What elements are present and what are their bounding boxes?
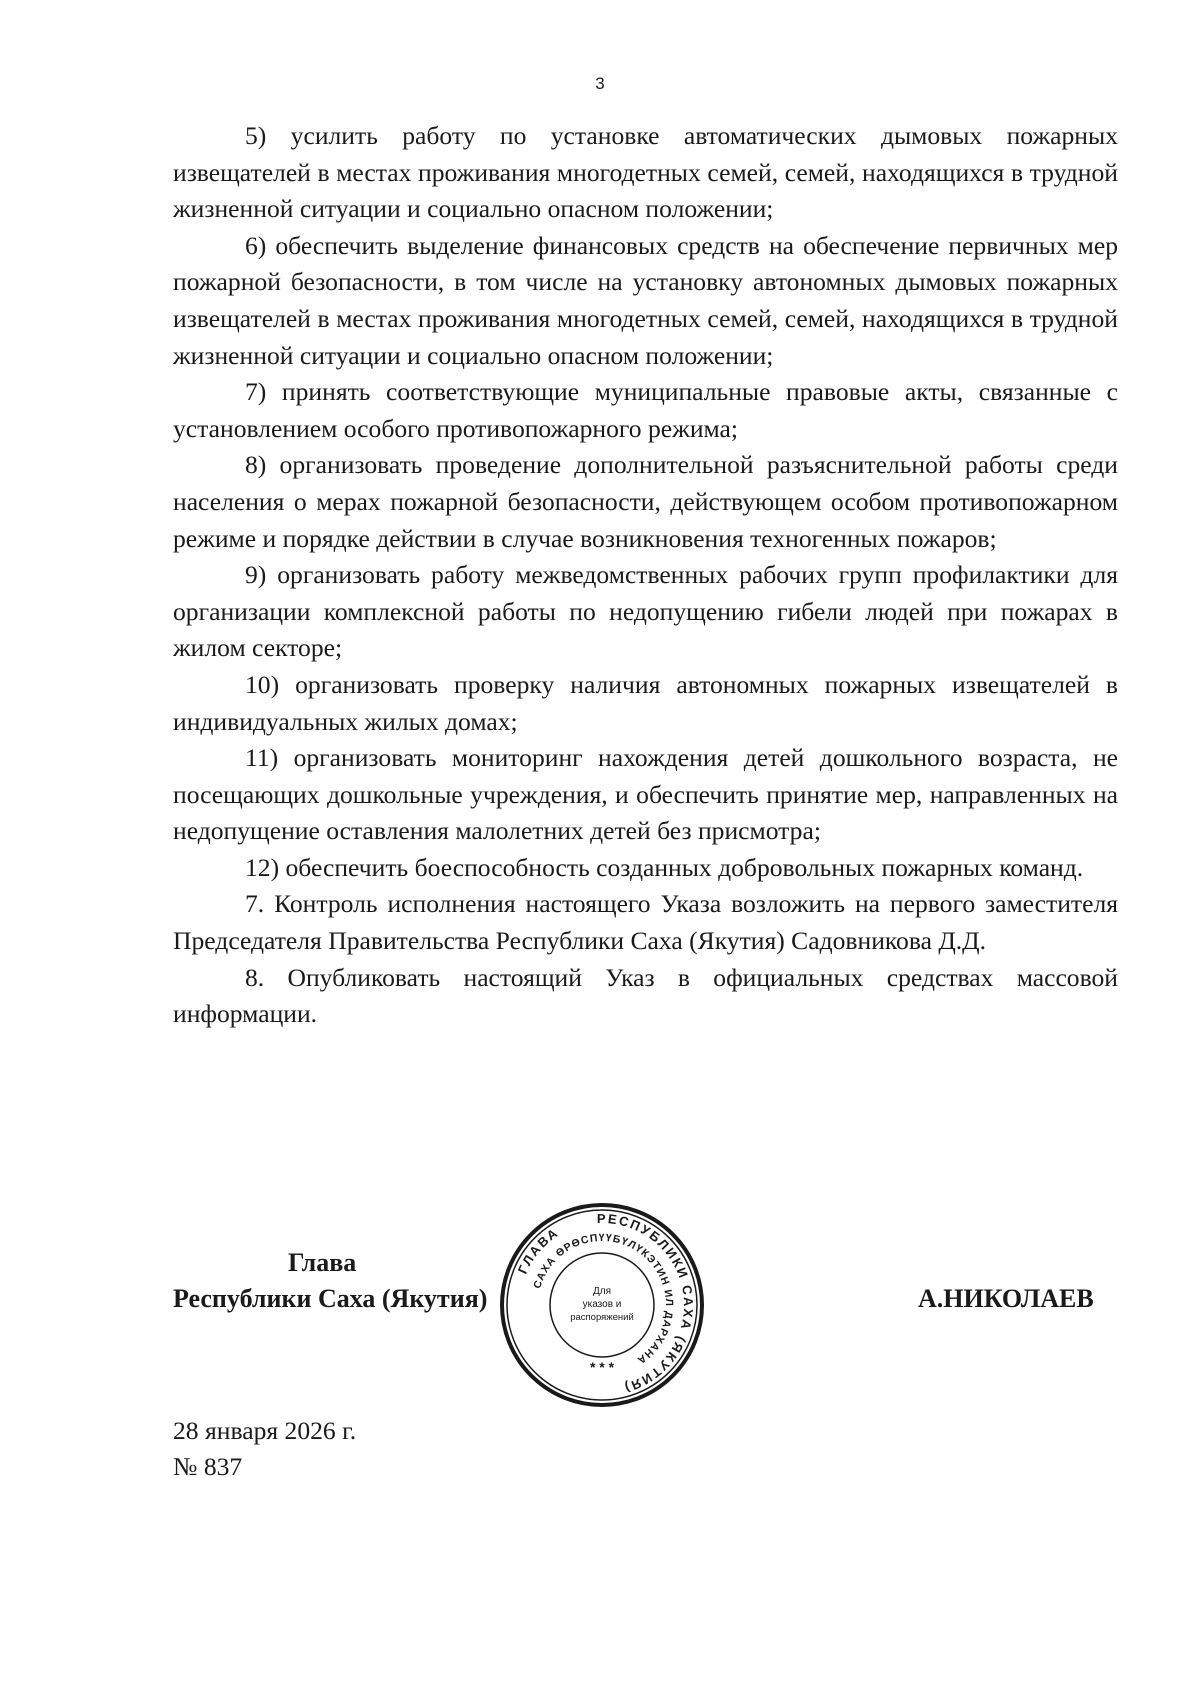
paragraph-item-9: 9) организовать работу межведомственных рабочих групп профилактики для организации комплексной работы по недопущению гибели людей при пожарах в жилом секторе;: [173, 560, 1118, 663]
paragraph-item-6: 6) обеспечить выделение финансовых средств на обеспечение первичных мер пожарной безопасности, в том числе на установку автономных дымовых пожарных извещателей в местах проживания многодетных семей, семей, находящихся в трудной жизненной ситуации и социально опасном положении;: [173, 230, 1118, 370]
seal-outer-text: РЕСПУБЛИКИ САХА (ЯКУТИЯ): [596, 1210, 697, 1397]
document-date-number: [173, 1413, 356, 1485]
paragraph-clause-7: 7. Контроль исполнения настоящего Указа возложить на первого заместителя Председателя Правительства Республики Саха (Якутия) Садовникова Д.Д.: [173, 889, 1118, 956]
document-body: [173, 118, 1118, 1033]
signatory-title-line2: Республики Саха (Якутия): [173, 1284, 488, 1313]
signatory-title: [173, 1245, 513, 1317]
paragraph-item-11: 11) организовать мониторинг нахождения детей дошкольного возраста, не посещающих дошкольные учреждения, и обеспечить принятие мер, направленных на недопущение оставления малолетних детей без присмотра;: [173, 743, 1118, 846]
paragraph-item-10: 10) организовать проверку наличия автономных пожарных извещателей в индивидуальных жилых домах;: [173, 669, 1118, 736]
document-number: № 837: [173, 1452, 243, 1481]
document-date: 28 января 2026 г.: [173, 1416, 357, 1445]
paragraph-item-7: 7) принять соответствующие муниципальные правовые акты, связанные с установлением особого противопожарного режима;: [173, 377, 1118, 443]
seal-center-line3: распоряжений: [570, 1312, 634, 1323]
paragraph-item-12: 12) обеспечить боеспособность созданных добровольных пожарных команд.: [245, 852, 1084, 882]
seal-center-line1: Для: [592, 1286, 612, 1297]
seal-outer-text-left: ГЛАВА: [514, 1224, 562, 1277]
page-number: 3: [595, 74, 605, 93]
paragraph-clause-8: 8. Опубликовать настоящий Указ в официальных средствах массовой информации.: [173, 962, 1118, 1029]
official-seal-icon: [497, 1200, 707, 1410]
paragraph-item-8: 8) организовать проведение дополнительной разъяснительной работы среди населения о мерах пожарной безопасности, действующем особом противопожарном режиме и порядке действии в случае возникновения техногенных пожаров;: [173, 450, 1118, 553]
seal-center-line2: указов и: [582, 1299, 622, 1310]
paragraph-item-5: 5) усилить работу по установке автоматических дымовых пожарных извещателей в местах проживания многодетных семей, семей, находящихся в трудной жизненной ситуации и социально опасном положении;: [173, 121, 1118, 224]
signatory-title-line1: Глава: [288, 1248, 357, 1277]
signatory-name: А.НИКОЛАЕВ: [918, 1284, 1094, 1313]
seal-inner-text: САХА ӨРӨСПҮҮБҮЛҮКЭТИН ИЛ ДАРХАНА: [531, 1231, 676, 1367]
seal-stars: * * *: [589, 1359, 615, 1375]
